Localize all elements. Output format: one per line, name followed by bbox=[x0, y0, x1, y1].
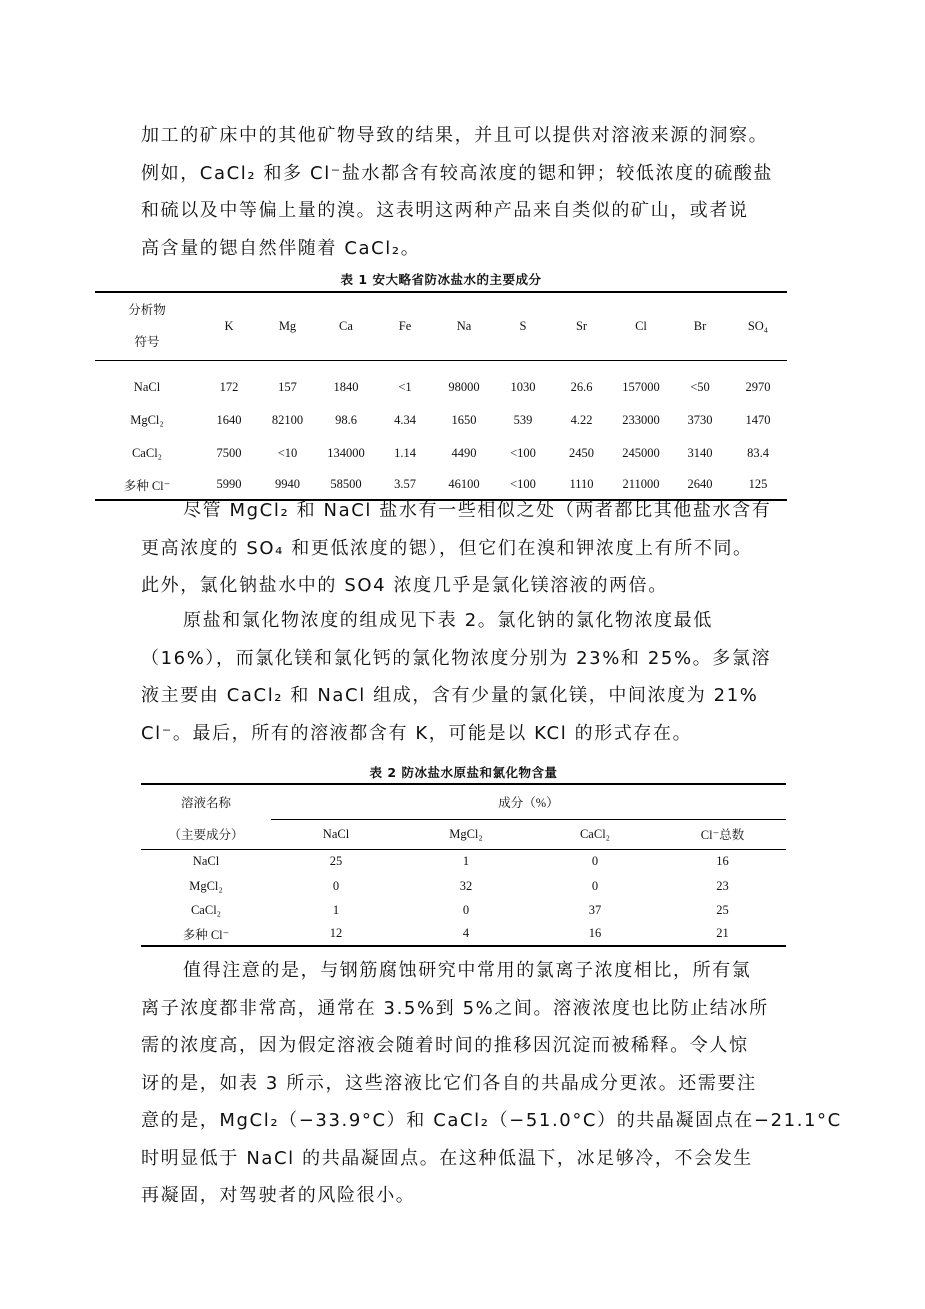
table-row bbox=[95, 360, 787, 404]
table-row bbox=[141, 849, 786, 874]
text-line: 时明显低于 NaCl 的共晶凝固点。在这种低温下，冰足够冷，不会发生 bbox=[141, 1147, 753, 1169]
paragraph-intro bbox=[141, 117, 786, 267]
cell: 0 bbox=[591, 878, 599, 893]
cell: 0 bbox=[591, 854, 599, 869]
cell: 37 bbox=[588, 902, 602, 917]
table1-header-row bbox=[95, 292, 787, 360]
cell: 1640 bbox=[216, 413, 242, 427]
cell: 4.22 bbox=[570, 413, 593, 427]
text-line: （16%），而氯化镁和氯化钙的氯化物浓度分别为 23%和 25%。多氯溶 bbox=[141, 647, 772, 669]
cell: 157000 bbox=[622, 379, 660, 394]
cell: 245000 bbox=[622, 446, 660, 460]
cell: 9940 bbox=[275, 477, 300, 491]
row-name: CaCl₂ bbox=[190, 902, 222, 917]
table1-header-left-top: 分析物 bbox=[128, 303, 166, 318]
table1-col-header: Ca bbox=[316, 292, 376, 360]
text-line: 高含量的锶自然伴随着 CaCl₂。 bbox=[141, 237, 421, 259]
cell: 157 bbox=[278, 379, 297, 394]
cell: 25 bbox=[329, 854, 343, 869]
table2-col-header: MgCl₂ bbox=[401, 819, 531, 849]
cell: 1 bbox=[332, 902, 340, 917]
text-line: 例如，CaCl₂ 和多 Cl⁻盐水都含有较高浓度的锶和钾；较低浓度的硫酸盐 bbox=[141, 162, 774, 184]
text-line: 尽管 MgCl₂ 和 NaCl 盐水有一些相似之处（两者都比其他盐水含有 bbox=[183, 500, 772, 521]
cell: 98000 bbox=[448, 379, 480, 394]
cell: 82100 bbox=[271, 413, 304, 427]
row-name: MgCl₂ bbox=[189, 878, 223, 893]
table1-col-header: Mg bbox=[259, 292, 316, 360]
table-row bbox=[141, 898, 786, 922]
row-name: 多种 Cl⁻ bbox=[182, 927, 230, 942]
text-line: 意的是，MgCl₂（−33.9°C）和 CaCl₂（−51.0°C）的共晶凝固点在−21.1°C bbox=[141, 1110, 842, 1131]
table2-header-left-top: 溶液名称 bbox=[180, 796, 231, 810]
cell: 2640 bbox=[687, 477, 713, 491]
cell: 1030 bbox=[510, 379, 536, 394]
cell: 23 bbox=[716, 878, 729, 893]
text-line: 需的浓度高，因为假定溶液会随着时间的推移因沉淀而被稀释。令人惊 bbox=[141, 1035, 749, 1056]
table1-caption: 表 1 安大略省防冰盐水的主要成分 bbox=[340, 272, 542, 287]
text-line: 讶的是，如表 3 所示，这些溶液比它们各自的共晶成分更浓。还需要注 bbox=[141, 1072, 757, 1094]
cell: 98.6 bbox=[335, 413, 357, 427]
cell: <10 bbox=[277, 446, 298, 460]
table1 bbox=[95, 291, 787, 501]
text-line: 原盐和氯化物浓度的组成见下表 2。氯化钠的氯化物浓度最低 bbox=[183, 610, 713, 631]
cell: 1.14 bbox=[394, 446, 416, 460]
cell: 3.57 bbox=[394, 477, 416, 491]
cell: 134000 bbox=[327, 446, 365, 460]
cell: 26.6 bbox=[570, 379, 593, 394]
row-name: NaCl bbox=[133, 379, 161, 394]
cell: 2970 bbox=[745, 379, 771, 394]
row-name: NaCl bbox=[192, 854, 220, 869]
table2 bbox=[141, 783, 786, 947]
table2-header-row bbox=[141, 784, 786, 819]
table2-col-header: Cl⁻总数 bbox=[659, 819, 786, 849]
cell: 233000 bbox=[622, 413, 660, 427]
cell: 539 bbox=[513, 413, 533, 427]
cell: 4 bbox=[462, 926, 470, 940]
cell: 1840 bbox=[333, 379, 359, 394]
cell: 125 bbox=[748, 477, 768, 491]
table1-col-header: Br bbox=[671, 292, 729, 360]
cell: 12 bbox=[329, 926, 343, 940]
cell: 211000 bbox=[622, 477, 660, 491]
cell: 1470 bbox=[745, 413, 771, 427]
table2-header-group: 成分（%） bbox=[271, 784, 786, 819]
paragraph-composition bbox=[141, 602, 786, 752]
table1-col-header: Cl bbox=[611, 292, 671, 360]
text-line: 液主要由 CaCl₂ 和 NaCl 组成，含有少量的氯化镁，中间浓度为 21% bbox=[141, 685, 759, 706]
cell: 3140 bbox=[687, 446, 713, 460]
row-name: 多种 Cl⁻ bbox=[123, 478, 171, 493]
cell: 16 bbox=[588, 926, 602, 940]
paragraph-comparison bbox=[141, 492, 786, 605]
cell: 4490 bbox=[451, 446, 477, 460]
cell: 3730 bbox=[687, 413, 713, 427]
table2-subheader-row bbox=[141, 819, 786, 849]
table1-col-header: Fe bbox=[376, 292, 434, 360]
table1-col-header: Sr bbox=[552, 292, 611, 360]
cell: 32 bbox=[459, 878, 473, 893]
table1-col-header: K bbox=[199, 292, 259, 360]
table-row bbox=[95, 404, 787, 437]
cell: 0 bbox=[462, 902, 470, 917]
cell: 16 bbox=[716, 854, 729, 869]
cell: <100 bbox=[510, 477, 536, 491]
cell: 4.34 bbox=[394, 413, 416, 427]
table2-header-left-bottom: （主要成分） bbox=[141, 819, 271, 849]
table1-header-left-bottom: 符号 bbox=[134, 335, 160, 350]
table1-col-header: Na bbox=[434, 292, 494, 360]
text-line: 再凝固，对驾驶者的风险很小。 bbox=[141, 1185, 416, 1206]
text-line: 加工的矿床中的其他矿物导致的结果，并且可以提供对溶液来源的洞察。 bbox=[141, 125, 769, 146]
cell: 0 bbox=[332, 878, 340, 893]
cell: <1 bbox=[398, 379, 412, 394]
cell: 46100 bbox=[448, 477, 480, 491]
table-row bbox=[141, 874, 786, 898]
cell: 83.4 bbox=[747, 446, 769, 460]
table-row bbox=[95, 437, 787, 470]
cell: 7500 bbox=[216, 446, 242, 460]
cell: 1 bbox=[462, 854, 470, 869]
paragraph-concentration bbox=[141, 952, 842, 1215]
text-line: 值得注意的是，与钢筋腐蚀研究中常用的氯离子浓度相比，所有氯 bbox=[183, 960, 752, 981]
text-line: 离子浓度都非常高，通常在 3.5%到 5%之间。溶液浓度也比防止结冰所 bbox=[141, 997, 769, 1019]
cell: 5990 bbox=[216, 477, 242, 491]
table2-col-header: NaCl bbox=[271, 819, 401, 849]
text-line: 此外，氯化钠盐水中的 SO4 浓度几乎是氯化镁溶液的两倍。 bbox=[141, 575, 668, 596]
cell: 2450 bbox=[569, 446, 594, 460]
text-line: 更高浓度的 SO₄ 和更低浓度的锶），但它们在溴和钾浓度上有所不同。 bbox=[141, 537, 753, 559]
cell: 58500 bbox=[330, 477, 362, 491]
table1-col-header: S bbox=[494, 292, 552, 360]
row-name: MgCl₂ bbox=[130, 413, 164, 427]
cell: 172 bbox=[219, 379, 239, 394]
cell: <100 bbox=[510, 446, 536, 460]
table-row bbox=[141, 922, 786, 946]
table1-header-analyte bbox=[95, 292, 199, 360]
text-line: 和硫以及中等偏上量的溴。这表明这两种产品来自类似的矿山，或者说 bbox=[141, 200, 749, 221]
text-line: Cl⁻。最后，所有的溶液都含有 K，可能是以 KCl 的形式存在。 bbox=[141, 722, 693, 744]
cell: <50 bbox=[690, 379, 710, 394]
table1-col-header: SO₄ bbox=[729, 292, 787, 360]
cell: 1650 bbox=[451, 413, 477, 427]
table2-caption: 表 2 防冰盐水原盐和氯化物含量 bbox=[369, 765, 558, 780]
table2-col-header: CaCl₂ bbox=[531, 819, 659, 849]
cell: 21 bbox=[716, 926, 729, 940]
cell: 1110 bbox=[569, 477, 594, 491]
cell: 25 bbox=[716, 902, 729, 917]
row-name: CaCl₂ bbox=[131, 446, 163, 460]
